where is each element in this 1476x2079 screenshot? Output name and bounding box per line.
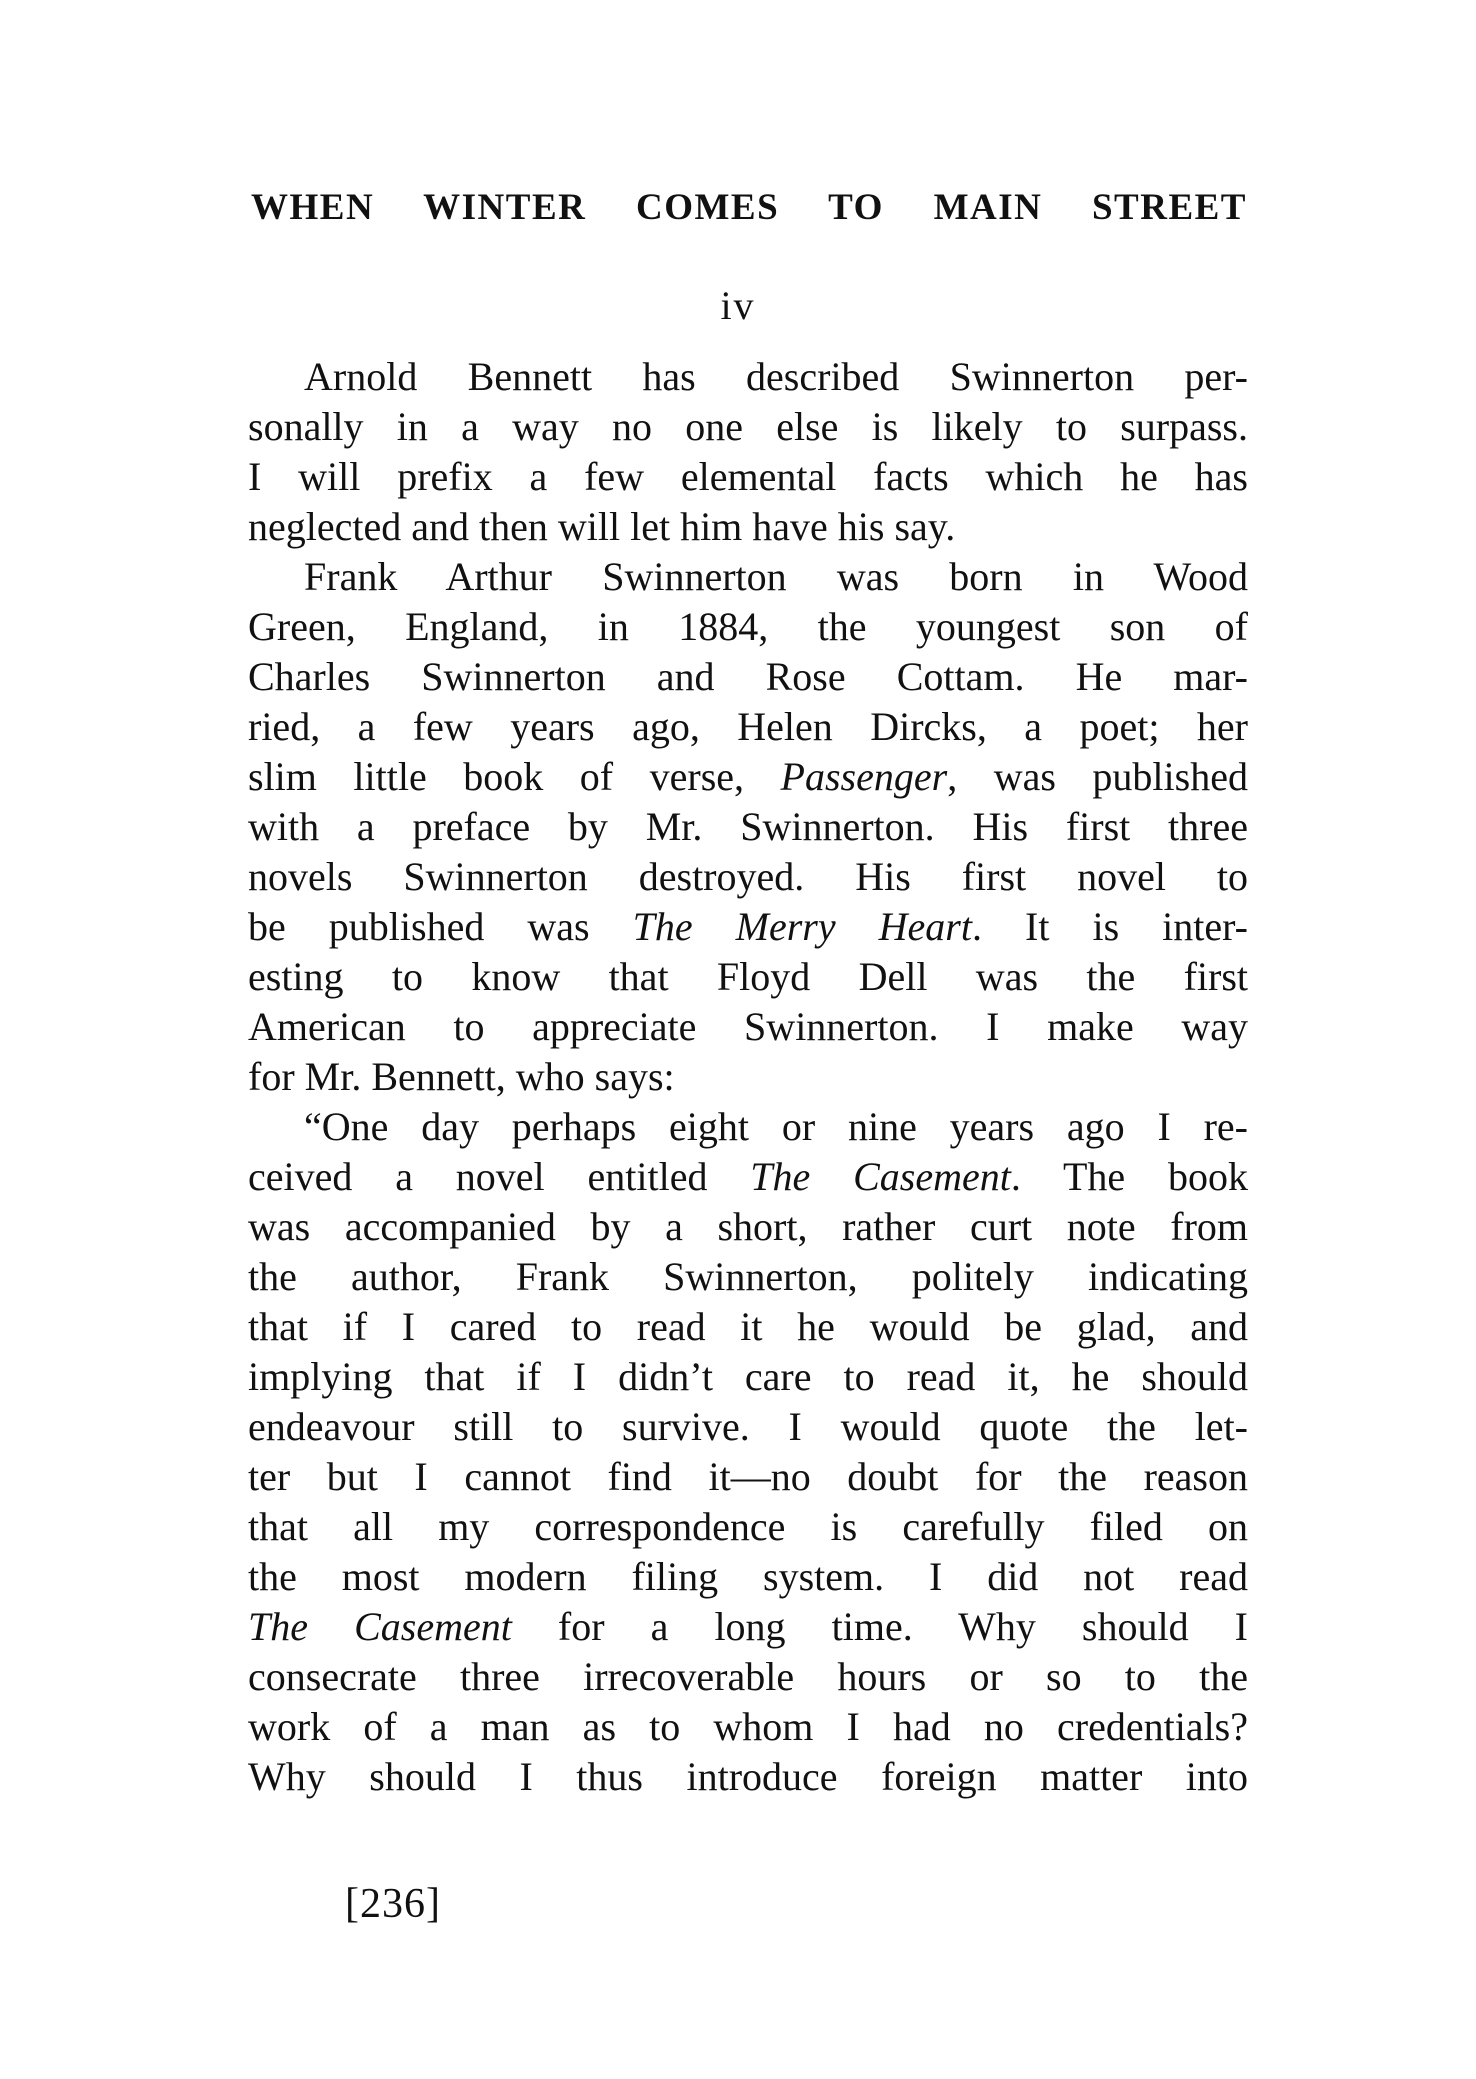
text-line <box>248 1252 1248 1302</box>
text-line <box>248 802 1248 852</box>
text-segment: ried, a few years ago, Helen Dircks, a poet; her <box>248 704 1248 749</box>
text-line <box>248 352 1248 402</box>
text-segment: Charles Swinnerton and Rose Cottam. He mar- <box>248 654 1248 699</box>
text-line <box>248 902 1248 952</box>
text-segment: the most modern filing system. I did not read <box>248 1554 1248 1599</box>
text-line <box>248 502 1248 552</box>
text-segment: be published was <box>248 904 633 949</box>
text-line <box>248 702 1248 752</box>
text-segment: endeavour still to survive. I would quote the let- <box>248 1404 1248 1449</box>
text-segment: I will prefix a few elemental facts which he has <box>248 454 1248 499</box>
text-line <box>248 452 1248 502</box>
text-line <box>248 1102 1248 1152</box>
text-line <box>248 1552 1248 1602</box>
text-segment: consecrate three irrecoverable hours or so to the <box>248 1654 1248 1699</box>
italic-title: The Casement <box>750 1154 1011 1199</box>
text-segment: for a long time. Why should I <box>511 1604 1248 1649</box>
text-segment: “One day perhaps eight or nine years ago I re- <box>304 1104 1248 1149</box>
italic-title: Passenger <box>780 754 948 799</box>
text-segment: sonally in a way no one else is likely to surpass. <box>248 404 1248 449</box>
text-line <box>248 1602 1248 1652</box>
text-line <box>248 1052 1248 1102</box>
text-line <box>248 1502 1248 1552</box>
text-segment: esting to know that Floyd Dell was the first <box>248 954 1248 999</box>
italic-title: The Merry Heart <box>632 904 972 949</box>
text-line <box>248 852 1248 902</box>
text-segment: for Mr. Bennett, who says: <box>248 1054 675 1099</box>
page-number: [236] <box>345 1881 441 1927</box>
text-segment: slim little book of verse, <box>248 754 781 799</box>
text-segment: Arnold Bennett has described Swinnerton per- <box>304 354 1248 399</box>
text-segment: work of a man as to whom I had no credentials? <box>248 1704 1248 1749</box>
body-text <box>248 352 1248 1802</box>
italic-title: The Casement <box>248 1604 512 1649</box>
text-line <box>248 402 1248 452</box>
text-line <box>248 952 1248 1002</box>
text-line <box>248 1652 1248 1702</box>
text-segment: , was published <box>947 754 1248 799</box>
text-line <box>248 1402 1248 1452</box>
text-line <box>248 1702 1248 1752</box>
running-head: WHEN WINTER COMES TO MAIN STREET <box>251 187 1247 228</box>
text-segment: Frank Arthur Swinnerton was born in Wood <box>304 554 1248 599</box>
text-line <box>248 1202 1248 1252</box>
text-line <box>248 752 1248 802</box>
text-segment: was accompanied by a short, rather curt note from <box>248 1204 1248 1249</box>
text-line <box>248 1452 1248 1502</box>
text-line <box>248 552 1248 602</box>
text-line <box>248 1152 1248 1202</box>
text-segment: . It is inter- <box>971 904 1249 949</box>
text-segment: . The book <box>1010 1154 1248 1199</box>
text-line <box>248 652 1248 702</box>
text-segment: that if I cared to read it he would be glad, and <box>248 1304 1248 1349</box>
text-segment: novels Swinnerton destroyed. His first novel to <box>248 854 1248 899</box>
text-segment: Why should I thus introduce foreign matter into <box>248 1754 1248 1799</box>
text-segment: American to appreciate Swinnerton. I make way <box>248 1004 1248 1049</box>
text-line <box>248 1752 1248 1802</box>
text-line <box>248 1302 1248 1352</box>
text-segment: that all my correspondence is carefully filed on <box>248 1504 1248 1549</box>
text-segment: Green, England, in 1884, the youngest son of <box>248 604 1248 649</box>
text-line <box>248 1352 1248 1402</box>
text-segment: the author, Frank Swinnerton, politely indicating <box>248 1254 1248 1299</box>
text-segment: neglected and then will let him have his say. <box>248 504 956 549</box>
text-segment: with a preface by Mr. Swinnerton. His first three <box>248 804 1248 849</box>
section-number: iv <box>720 283 756 328</box>
text-line <box>248 602 1248 652</box>
text-segment: ter but I cannot find it—no doubt for the reason <box>248 1454 1248 1499</box>
text-segment: implying that if I didn’t care to read it, he should <box>248 1354 1248 1399</box>
text-segment: ceived a novel entitled <box>248 1154 751 1199</box>
text-line <box>248 1002 1248 1052</box>
